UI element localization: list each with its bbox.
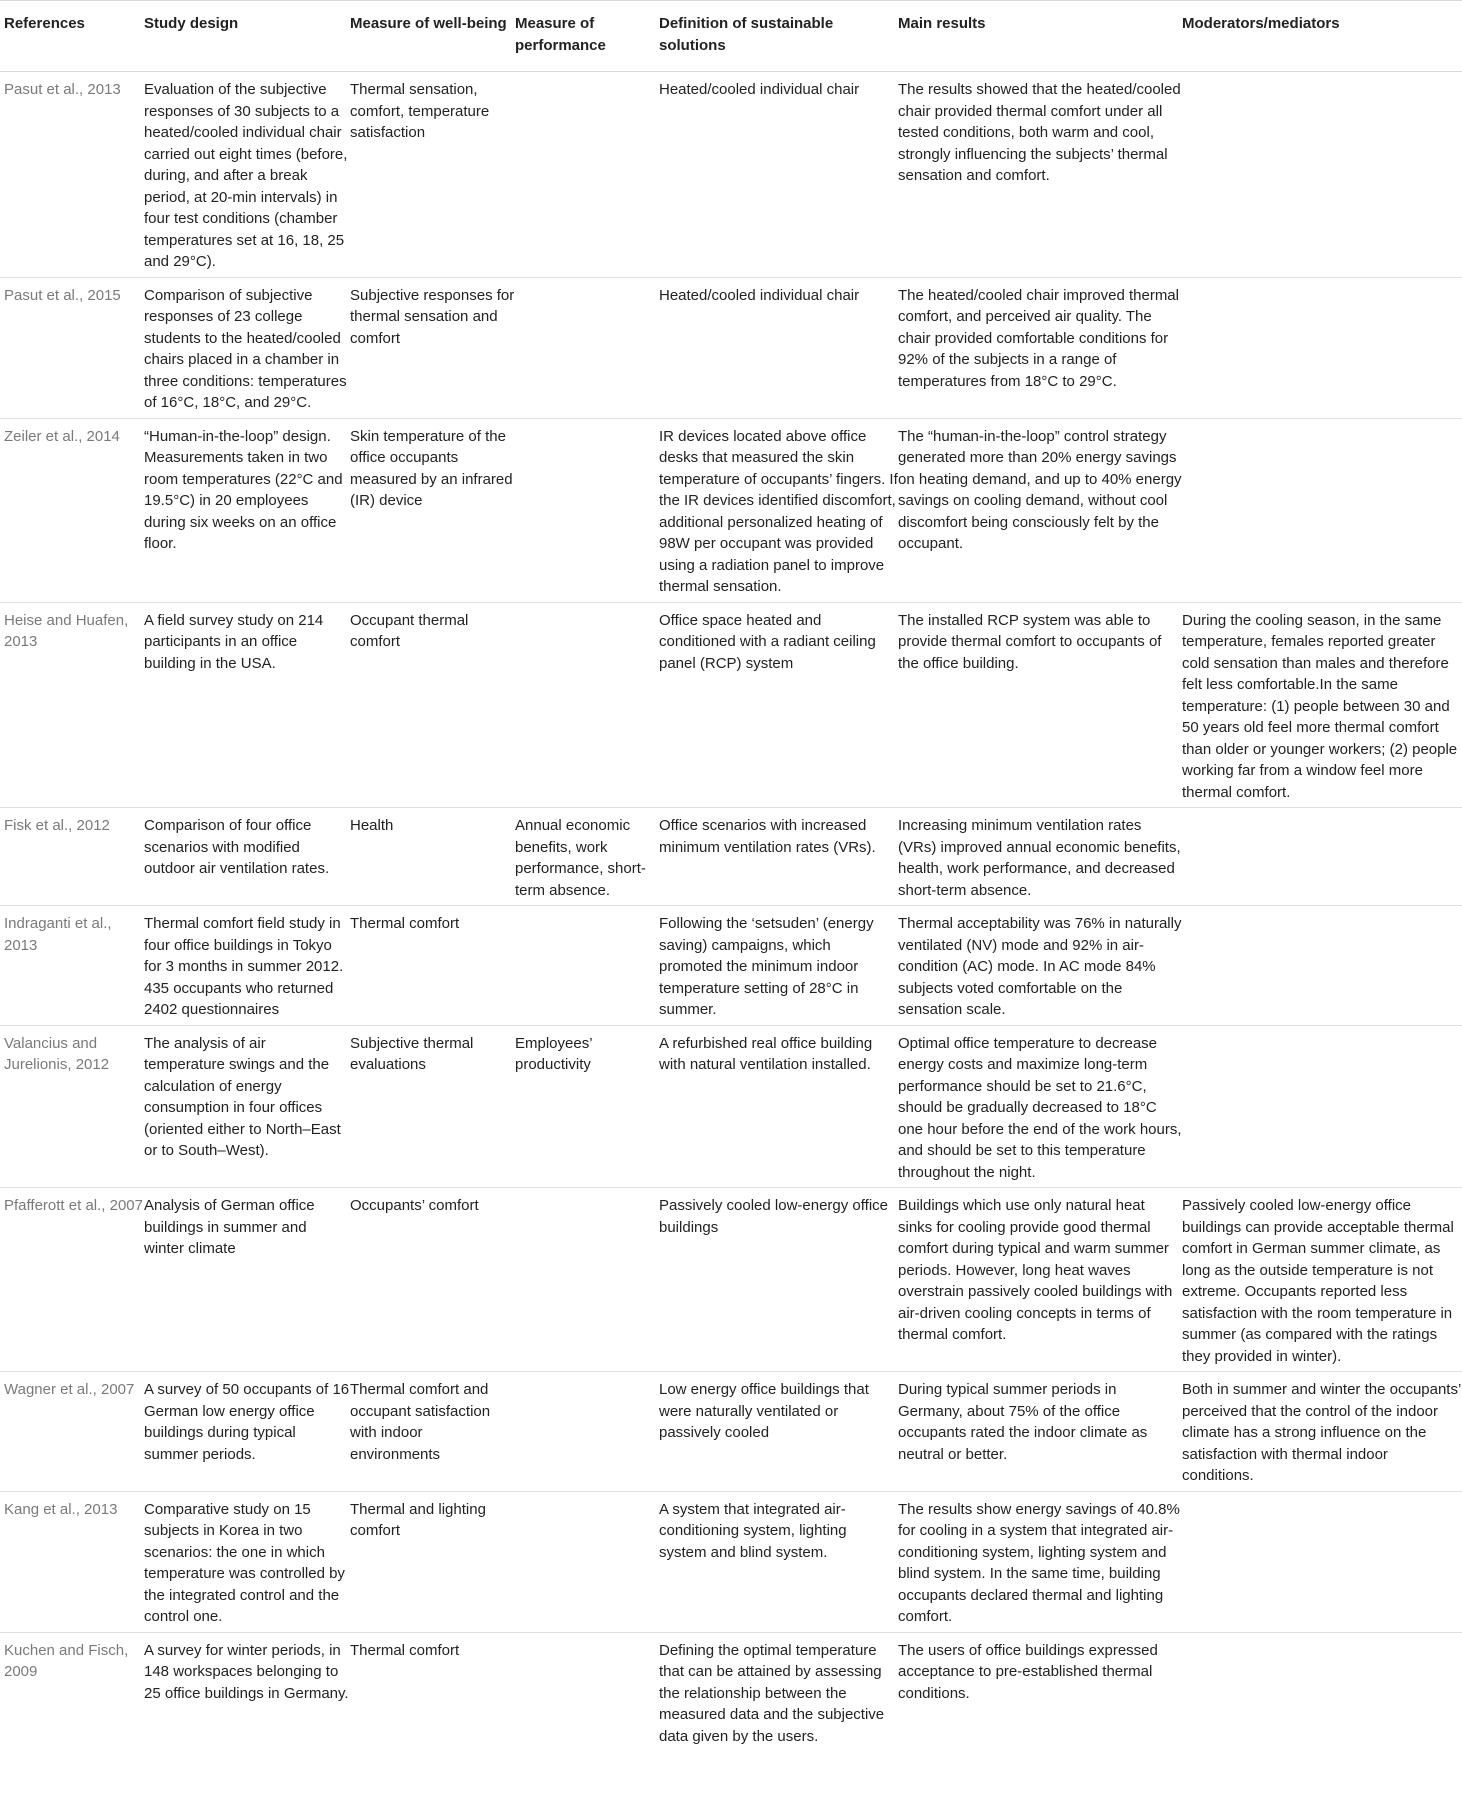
header-measure-of-well-being: Measure of well-being — [350, 1, 515, 72]
study-design-cell: Analysis of German office buildings in summer and winter climate — [144, 1197, 315, 1257]
table-row — [0, 1632, 1462, 1751]
solution-cell: A system that integrated air-conditioning system, lighting system and blind system. — [659, 1500, 847, 1561]
study-design-cell: A survey of 50 occupants of 16 German low energy office buildings during typical summer periods. — [144, 1381, 350, 1463]
study-design-cell: Comparison of four office scenarios with modified outdoor air ventilation rates. — [144, 817, 330, 877]
study-design-cell: Thermal comfort field study in four office buildings in Tokyo for 3 months in summer 2012. 435 occupants who returned 2402 questionnaires — [144, 915, 344, 1018]
table-row — [0, 418, 1462, 602]
well-being-cell: Thermal comfort — [350, 1641, 460, 1659]
reference-cell: Pasut et al., 2013 — [4, 81, 121, 98]
solution-cell: Low energy office buildings that were naturally ventilated or passively cooled — [659, 1381, 869, 1441]
table-row — [0, 1372, 1462, 1492]
performance-cell — [515, 418, 659, 602]
table-header — [0, 1, 1462, 72]
well-being-cell: Subjective responses for thermal sensation and comfort — [350, 286, 515, 347]
study-design-cell: The analysis of air temperature swings and the calculation of energy consumption in four offices (oriented either to North–East or to South–West). — [144, 1034, 341, 1159]
moderators-cell — [1182, 1632, 1462, 1751]
solution-cell: Office space heated and conditioned with a radiant ceiling panel (RCP) system — [659, 611, 876, 672]
solution-cell: Heated/cooled individual chair — [659, 286, 860, 304]
main-results-cell: Increasing minimum ventilation rates (VRs) improved annual economic benefits, health, work performance, and decreased short-term absence. — [898, 817, 1181, 899]
performance-cell: Annual economic benefits, work performance, short-term absence. — [515, 817, 646, 899]
table-row — [0, 1491, 1462, 1632]
reference-cell: Pasut et al., 2015 — [4, 286, 121, 304]
study-design-cell: Evaluation of the subjective responses of 30 subjects to a heated/cooled individual chair carried out eight times (before, during, and after a break period, at 20-min intervals) in four test conditions (chamber temperatures set at 16, 18, 25 and 29°C). — [144, 81, 348, 270]
well-being-cell: Subjective thermal evaluations — [350, 1034, 474, 1073]
table-body — [0, 72, 1462, 1752]
reference-cell: Fisk et al., 2012 — [4, 817, 110, 834]
table-row — [0, 602, 1462, 808]
performance-cell — [515, 602, 659, 808]
moderators-cell: During the cooling season, in the same temperature, females reported greater cold sensation than males and therefore felt less comfortable.In the same temperature: (1) people between 30 and 50 years old feel more thermal comfort than older or younger workers; (2) people working far from a window feel more thermal comfort. — [1182, 611, 1458, 801]
performance-cell — [515, 1632, 659, 1751]
study-design-cell: Comparative study on 15 subjects in Korea in two scenarios: the one in which temperature was controlled by the integrated control and the control one. — [144, 1500, 345, 1625]
performance-cell — [515, 1491, 659, 1632]
moderators-cell — [1182, 277, 1462, 418]
main-results-cell: The results show energy savings of 40.8% for cooling in a system that integrated air-conditioning system, lighting system and blind system. In the same time, building occupants declared thermal and lighting comfort. — [898, 1500, 1180, 1625]
moderators-cell — [1182, 1491, 1462, 1632]
reference-cell: Pfafferott et al., 2007 — [4, 1197, 143, 1214]
main-results-cell: The results showed that the heated/cooled chair provided thermal comfort under all tested conditions, both warm and cool, strongly influencing the subjects’ thermal sensation and comfort. — [898, 81, 1181, 184]
reference-cell: Zeiler et al., 2014 — [4, 427, 120, 445]
header-measure-of-performance: Measure of performance — [515, 1, 659, 72]
moderators-cell — [1182, 418, 1462, 602]
table-row — [0, 277, 1462, 418]
table-row — [0, 906, 1462, 1026]
main-results-cell: The “human-in-the-loop” control strategy generated more than 20% energy savings on heating demand, and up to 40% energy savings on cooling demand, without cool discomfort being consciously felt by the occupant. — [898, 427, 1182, 552]
reference-cell: Kang et al., 2013 — [4, 1500, 118, 1518]
main-results-cell: The users of office buildings expressed acceptance to pre-established thermal conditions. — [898, 1641, 1158, 1702]
header-definition-of-sustainable-solutions: Definition of sustainable solutions — [659, 1, 898, 72]
study-design-cell: “Human-in-the-loop” design. Measurements taken in two room temperatures (22°C and 19.5°C) in 20 employees during six weeks on an office floor. — [144, 427, 343, 552]
table-row — [0, 1188, 1462, 1372]
performance-cell — [515, 1372, 659, 1492]
solution-cell: Office scenarios with increased minimum ventilation rates (VRs). — [659, 817, 876, 856]
well-being-cell: Thermal comfort — [350, 915, 460, 932]
solution-cell: A refurbished real office building with natural ventilation installed. — [659, 1034, 873, 1073]
header-study-design: Study design — [144, 1, 350, 72]
performance-cell — [515, 277, 659, 418]
moderators-cell — [1182, 808, 1462, 906]
header-main-results: Main results — [898, 1, 1182, 72]
performance-cell — [515, 906, 659, 1026]
moderators-cell — [1182, 906, 1462, 1026]
solution-cell: IR devices located above office desks that measured the skin temperature of occupants’ fingers. If the IR devices identified discomfort, additional personalized heating of 98W per occupant was provided using a radiation panel to improve thermal sensation. — [659, 427, 898, 595]
well-being-cell: Health — [350, 817, 394, 834]
study-design-cell: Comparison of subjective responses of 23 college students to the heated/cooled chairs placed in a chamber in three conditions: temperatures of 16°C, 18°C, and 29°C. — [144, 286, 347, 411]
header-row — [0, 1, 1462, 72]
main-results-cell: The heated/cooled chair improved thermal comfort, and perceived air quality. The chair provided comfortable conditions for 92% of the subjects in a range of temperatures from 18°C to 29°C. — [898, 286, 1179, 390]
well-being-cell: Occupants’ comfort — [350, 1197, 479, 1214]
performance-cell: Employees’ productivity — [515, 1034, 592, 1073]
main-results-cell: Thermal acceptability was 76% in naturally ventilated (NV) mode and 92% in air-condition (AC) mode. In AC mode 84% subjects voted comfortable on the sensation scale. — [898, 915, 1182, 1018]
well-being-cell: Occupant thermal comfort — [350, 611, 469, 650]
main-results-cell: Buildings which use only natural heat sinks for cooling provide good thermal comfort during typical and warm summer periods. However, long heat waves overstrain passively cooled buildings with air-driven cooling concepts in terms of thermal comfort. — [898, 1197, 1173, 1343]
study-design-cell: A survey for winter periods, in 148 workspaces belonging to 25 office buildings in Germany. — [144, 1641, 349, 1702]
performance-cell — [515, 1188, 659, 1372]
well-being-cell: Thermal sensation, comfort, temperature satisfaction — [350, 81, 490, 141]
well-being-cell: Thermal and lighting comfort — [350, 1500, 486, 1539]
reference-cell: Valancius and Jurelionis, 2012 — [4, 1034, 110, 1073]
table-row — [0, 1025, 1462, 1188]
well-being-cell: Skin temperature of the office occupants measured by an infrared (IR) device — [350, 427, 513, 509]
main-results-cell: Optimal office temperature to decrease energy costs and maximize long-term performance should be set to 21.6°C, should be gradually decreased to 18°C one hour before the end of the work hours, and should be set to this temperature throughout the night. — [898, 1034, 1182, 1181]
moderators-cell — [1182, 1025, 1462, 1188]
performance-cell — [515, 72, 659, 278]
study-design-cell: A field survey study on 214 participants in an office building in the USA. — [144, 611, 324, 672]
reference-cell: Indraganti et al., 2013 — [4, 915, 112, 954]
reference-cell: Heise and Huafen, 2013 — [4, 611, 129, 650]
header-references: References — [0, 1, 144, 72]
reference-cell: Wagner et al., 2007 — [4, 1381, 135, 1398]
moderators-cell: Both in summer and winter the occupants’ perceived that the control of the indoor climate has a strong influence on the satisfaction with thermal indoor conditions. — [1182, 1381, 1461, 1484]
moderators-cell — [1182, 72, 1462, 278]
solution-cell: Following the ‘setsuden’ (energy saving) campaigns, which promoted the minimum indoor temperature setting of 28°C in summer. — [659, 915, 874, 1018]
solution-cell: Heated/cooled individual chair — [659, 81, 860, 98]
table-row — [0, 808, 1462, 906]
header-moderators-mediators: Moderators/mediators — [1182, 1, 1462, 72]
moderators-cell: Passively cooled low-energy office buildings can provide acceptable thermal comfort in German summer climate, as long as the outside temperature is not extreme. Occupants reported less satisfaction with the room temperature in summer (as compared with the ratings they provided in winter). — [1182, 1197, 1454, 1365]
solution-cell: Passively cooled low-energy office buildings — [659, 1197, 889, 1236]
reference-cell: Kuchen and Fisch, 2009 — [4, 1641, 129, 1680]
well-being-cell: Thermal comfort and occupant satisfaction with indoor environments — [350, 1381, 491, 1463]
table-row — [0, 72, 1462, 278]
main-results-cell: During typical summer periods in Germany, about 75% of the office occupants rated the indoor climate as neutral or better. — [898, 1381, 1148, 1463]
solution-cell: Defining the optimal temperature that can be attained by assessing the relationship between the measured data and the subjective data given by the users. — [659, 1641, 885, 1745]
main-results-cell: The installed RCP system was able to provide thermal comfort to occupants of the office building. — [898, 611, 1162, 672]
